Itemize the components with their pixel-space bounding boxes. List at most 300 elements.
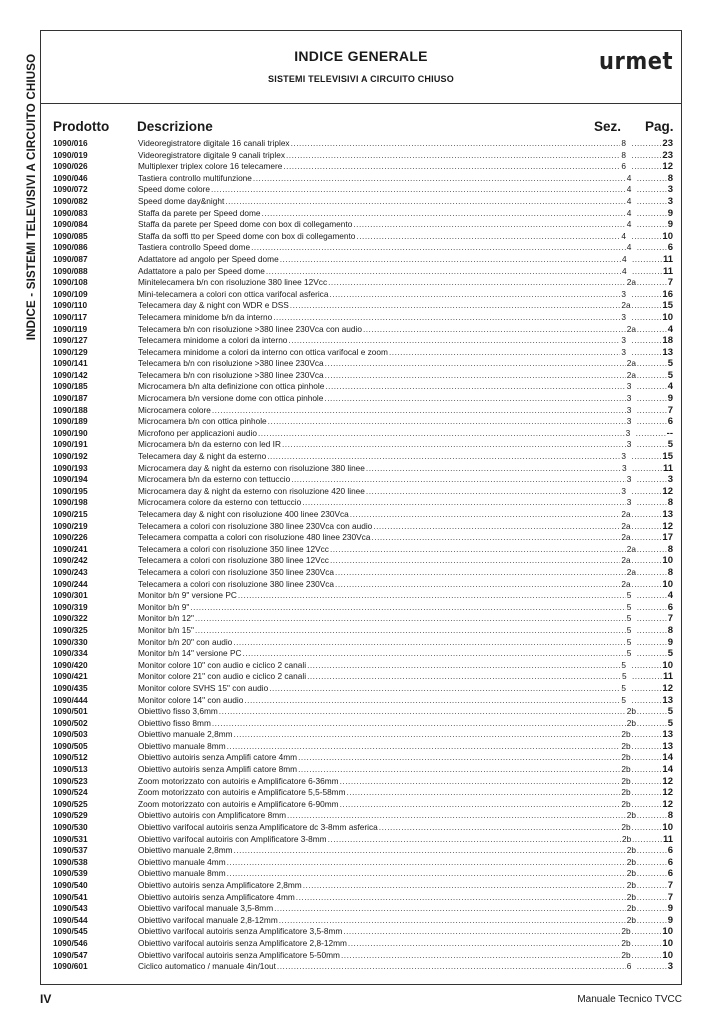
section-number: 2b xyxy=(621,787,631,798)
section-number: 3 xyxy=(621,311,627,322)
section-number: 5 xyxy=(626,636,632,647)
section-number: 2b xyxy=(621,798,631,809)
product-description: Obiettivo manuale 2,8mm xyxy=(138,845,233,856)
dot-leader xyxy=(286,150,620,162)
product-code: 1090/530 xyxy=(53,822,88,833)
section-number: 4 xyxy=(621,230,627,241)
row-leader xyxy=(138,834,673,846)
section-number: 4 xyxy=(621,265,627,276)
index-row xyxy=(53,335,673,347)
row-leader xyxy=(138,463,673,475)
page-number-ref: 10 xyxy=(662,926,673,938)
section-number: 2a xyxy=(626,369,636,380)
row-leader xyxy=(138,950,673,962)
index-row xyxy=(53,370,673,382)
index-row xyxy=(53,219,673,231)
section-number: 8 xyxy=(621,138,627,148)
row-leader xyxy=(138,660,673,672)
product-description: Zoom motorizzato con autoiris e Amplificatore 6-90mm xyxy=(138,798,339,809)
index-row xyxy=(53,242,673,254)
dot-leader xyxy=(637,613,667,625)
product-code: 1090/016 xyxy=(53,138,88,148)
index-row xyxy=(53,660,673,672)
page-number-ref: 13 xyxy=(662,694,673,706)
row-leader xyxy=(138,474,673,486)
dot-leader xyxy=(637,903,667,915)
row-leader xyxy=(138,915,673,927)
dot-leader xyxy=(251,242,626,254)
dot-leader xyxy=(219,706,626,718)
row-leader xyxy=(138,613,673,625)
product-code: 1090/544 xyxy=(53,914,88,925)
product-description: Microcamera b/n alta definizione con ottica pinhole xyxy=(138,381,325,392)
section-number: 4 xyxy=(626,184,632,195)
dot-leader xyxy=(637,381,667,393)
section-number: 3 xyxy=(626,381,632,392)
index-row xyxy=(53,799,673,811)
page-number-ref: 11 xyxy=(662,671,673,683)
page-number-ref: -- xyxy=(666,427,673,439)
dot-leader xyxy=(637,416,667,428)
section-number: 2a xyxy=(626,277,636,288)
index-row xyxy=(53,787,673,799)
index-row xyxy=(53,741,673,753)
dot-leader xyxy=(631,926,661,938)
product-description: Monitor b/n 15" xyxy=(138,624,194,635)
row-leader xyxy=(138,381,673,393)
page-number-ref: 5 xyxy=(667,358,673,370)
row-leader xyxy=(138,567,673,579)
section-number: 5 xyxy=(626,613,632,624)
dot-leader xyxy=(298,764,620,776)
dot-leader xyxy=(637,857,667,869)
dot-leader xyxy=(637,196,667,208)
product-description: Monitor b/n 9" xyxy=(138,601,190,612)
section-number: 3 xyxy=(626,474,632,485)
index-row xyxy=(53,868,673,880)
product-description: Obiettivo varifocal autoiris senza Amplificatore dc 3-8mm asferica xyxy=(138,822,378,833)
dot-leader xyxy=(637,324,667,336)
page-number-ref: 13 xyxy=(662,346,673,358)
page-number-ref: 8 xyxy=(667,543,673,555)
product-description: Obiettivo fisso 3,6mm xyxy=(138,706,218,717)
product-description: Speed dome colore xyxy=(138,184,210,195)
page-number-ref: 14 xyxy=(662,752,673,764)
product-description: Telecamera a colori con risoluzione 350 linee 12Vcc xyxy=(138,543,329,554)
product-code: 1090/539 xyxy=(53,868,88,879)
index-row xyxy=(53,625,673,637)
dot-leader xyxy=(371,532,620,544)
row-leader xyxy=(138,439,673,451)
dot-leader xyxy=(234,729,621,741)
dot-leader xyxy=(637,880,667,892)
index-row xyxy=(53,300,673,312)
page-number-ref: 10 xyxy=(662,659,673,671)
dot-leader xyxy=(291,138,621,150)
dot-leader xyxy=(631,347,661,359)
product-code: 1090/325 xyxy=(53,624,88,635)
index-row xyxy=(53,509,673,521)
row-leader xyxy=(138,544,673,556)
section-number: 2a xyxy=(626,358,636,369)
row-leader xyxy=(138,219,673,231)
dot-leader xyxy=(253,173,626,185)
dot-leader xyxy=(631,532,661,544)
index-row xyxy=(53,277,673,289)
page-number-ref: 11 xyxy=(662,265,673,277)
page-number-ref: 10 xyxy=(662,555,673,567)
dot-leader xyxy=(631,752,661,764)
dot-leader xyxy=(632,671,662,683)
dot-leader xyxy=(637,637,667,649)
section-number: 5 xyxy=(621,682,627,693)
index-row xyxy=(53,347,673,359)
product-code: 1090/082 xyxy=(53,195,88,206)
dot-leader xyxy=(637,648,667,660)
page-number-ref: 17 xyxy=(662,532,673,544)
row-leader xyxy=(138,590,673,602)
index-row xyxy=(53,208,673,220)
product-description: Monitor colore 14" con audio xyxy=(138,694,244,705)
row-leader xyxy=(138,358,673,370)
product-description: Staffa da soffi tto per Speed dome con box di collegamento xyxy=(138,230,356,241)
product-code: 1090/193 xyxy=(53,462,88,473)
index-row xyxy=(53,671,673,683)
row-leader xyxy=(138,277,673,289)
row-leader xyxy=(138,706,673,718)
index-row xyxy=(53,718,673,730)
manual-name: Manuale Tecnico TVCC xyxy=(577,994,682,1005)
section-number: 2b xyxy=(621,833,632,844)
page-number-ref: 4 xyxy=(667,323,673,335)
dot-leader xyxy=(631,300,661,312)
dot-leader xyxy=(379,822,621,834)
product-code: 1090/601 xyxy=(53,961,88,972)
product-code: 1090/108 xyxy=(53,277,88,288)
product-description: Telecamera a colori con risoluzione 380 linee 230Vca con audio xyxy=(138,520,373,531)
row-leader xyxy=(138,451,673,463)
section-number: 2b xyxy=(626,856,636,867)
product-description: Microcamera colore da esterno con tettuccio xyxy=(138,497,302,508)
dot-leader xyxy=(277,961,626,973)
product-code: 1090/109 xyxy=(53,288,88,299)
dot-leader xyxy=(329,289,620,301)
product-code: 1090/242 xyxy=(53,555,88,566)
dot-leader xyxy=(335,567,626,579)
product-description: Monitor colore 10" con audio e ciclico 2 canali xyxy=(138,659,307,670)
dot-leader xyxy=(631,231,661,243)
index-row xyxy=(53,880,673,892)
row-leader xyxy=(138,150,673,162)
dot-leader xyxy=(637,405,667,417)
page-number-ref: 5 xyxy=(667,717,673,729)
page-number-ref: 7 xyxy=(667,613,673,625)
row-leader xyxy=(138,509,673,521)
index-row xyxy=(53,892,673,904)
row-leader xyxy=(138,555,673,567)
product-code: 1090/194 xyxy=(53,474,88,485)
dot-leader xyxy=(637,184,667,196)
product-code: 1090/444 xyxy=(53,694,88,705)
row-leader xyxy=(138,254,673,266)
product-description: Obiettivo manuale 8mm xyxy=(138,868,226,879)
section-number: 2a xyxy=(621,555,631,566)
page-number-ref: 9 xyxy=(667,393,673,405)
row-leader xyxy=(138,752,673,764)
page-number: IV xyxy=(40,992,52,1006)
product-description: Obiettivo autoiris senza Amplifi catore 8mm xyxy=(138,764,298,775)
index-row xyxy=(53,312,673,324)
product-description: Obiettivo autoiris senza Amplifi catore 4mm xyxy=(138,752,298,763)
product-code: 1090/241 xyxy=(53,543,88,554)
row-leader xyxy=(138,892,673,904)
page-number-ref: 3 xyxy=(667,184,673,196)
row-leader xyxy=(138,184,673,196)
page-number-ref: 8 xyxy=(667,624,673,636)
section-number: 8 xyxy=(621,149,627,160)
page-number-ref: 6 xyxy=(667,416,673,428)
index-row xyxy=(53,602,673,614)
dot-leader xyxy=(637,625,667,637)
product-description: Microcamera b/n da esterno con tettuccio xyxy=(138,474,291,485)
dot-leader xyxy=(631,799,661,811)
section-number: 3 xyxy=(626,497,632,508)
product-code: 1090/529 xyxy=(53,810,88,821)
dot-leader xyxy=(258,428,625,440)
page-number-ref: 6 xyxy=(667,601,673,613)
dot-leader xyxy=(366,486,621,498)
product-description: Zoom motorizzato con autoiris e Amplificatore 5,5-58mm xyxy=(138,787,346,798)
dot-leader xyxy=(211,184,626,196)
index-row xyxy=(53,729,673,741)
index-row xyxy=(53,486,673,498)
section-number: 2a xyxy=(621,509,631,519)
product-code: 1090/084 xyxy=(53,219,88,230)
product-description: Adattatore ad angolo per Speed dome xyxy=(138,253,279,264)
dot-leader xyxy=(631,729,661,741)
row-leader xyxy=(138,671,673,683)
page-number-ref: 18 xyxy=(662,335,673,347)
dot-leader xyxy=(266,266,621,278)
product-description: Telecamera minidome b/n da interno xyxy=(138,311,273,322)
row-leader xyxy=(138,173,673,185)
section-number: 2b xyxy=(626,717,636,728)
dot-leader xyxy=(631,289,661,301)
dot-leader xyxy=(631,312,661,324)
product-code: 1090/531 xyxy=(53,833,88,844)
dot-leader xyxy=(637,173,667,185)
page-number-ref: 8 xyxy=(667,810,673,822)
product-code: 1090/117 xyxy=(53,311,88,322)
page-number-ref: 8 xyxy=(667,566,673,578)
row-leader xyxy=(138,497,673,509)
product-description: Telecamera a colori con risoluzione 350 linee 230Vca xyxy=(138,566,335,577)
row-leader xyxy=(138,787,673,799)
page-number-ref: 13 xyxy=(662,740,673,752)
product-code: 1090/512 xyxy=(53,752,88,763)
product-code: 1090/547 xyxy=(53,949,88,960)
product-description: Telecamera day & night con risoluzione 400 linee 230Vca xyxy=(138,509,349,519)
section-number: 2b xyxy=(621,926,631,937)
dot-leader xyxy=(631,822,661,834)
dot-leader xyxy=(280,254,621,266)
product-description: Telecamera day & night da esterno xyxy=(138,451,267,462)
section-number: 3 xyxy=(621,335,627,346)
page-number-ref: 11 xyxy=(662,462,673,474)
dot-leader xyxy=(302,497,625,509)
dot-leader xyxy=(212,405,626,417)
row-leader xyxy=(138,822,673,834)
page-number-ref: 10 xyxy=(662,949,673,961)
product-description: Monitor b/n 20" con audio xyxy=(138,636,233,647)
section-number: 2b xyxy=(626,880,636,890)
row-leader xyxy=(138,405,673,417)
page-number-ref: 10 xyxy=(662,937,673,949)
product-description: Telecamera b/n con risoluzione >380 linee 230Vca xyxy=(138,358,324,369)
product-description: Staffa da parete per Speed dome con box di collegamento xyxy=(138,219,353,230)
product-code: 1090/019 xyxy=(53,149,88,160)
row-leader xyxy=(138,729,673,741)
dot-leader xyxy=(287,810,626,822)
index-row xyxy=(53,393,673,405)
section-number: 2a xyxy=(626,566,636,577)
product-description: Telecamera a colori con risoluzione 380 linee 230Vca xyxy=(138,578,335,589)
dot-leader xyxy=(632,254,662,266)
page-number-ref: 9 xyxy=(667,219,673,231)
product-description: Monitor colore SVHS 15" con audio xyxy=(138,682,269,693)
page-number-ref: 12 xyxy=(662,485,673,497)
dot-leader xyxy=(341,950,620,962)
index-row xyxy=(53,138,673,150)
row-leader xyxy=(138,961,673,973)
dot-leader xyxy=(637,439,667,451)
product-description: Telecamera minidome a colori da interno con ottica varifocal e zoom xyxy=(138,346,388,357)
product-description: Mini-telecamera a colori con ottica varifocal asferica xyxy=(138,288,329,299)
row-leader xyxy=(138,625,673,637)
section-number: 2b xyxy=(621,764,631,775)
column-header-page: Pag. xyxy=(645,119,674,134)
page-number-ref: 23 xyxy=(662,138,673,149)
product-description: Obiettivo manuale 2,8mm xyxy=(138,729,233,740)
product-description: Obiettivo varifocal autoiris senza Amplificatore 3,5-8mm xyxy=(138,926,343,937)
section-number: 2b xyxy=(621,729,631,740)
urmet-logo: urmet xyxy=(599,47,673,75)
column-header-section: Sez. xyxy=(594,119,622,134)
row-leader xyxy=(138,938,673,950)
product-description: Obiettivo autoiris senza Amplificatore 4mm xyxy=(138,891,295,902)
index-row xyxy=(53,834,673,846)
row-leader xyxy=(138,695,673,707)
product-code: 1090/538 xyxy=(53,856,88,867)
dot-leader xyxy=(631,683,661,695)
index-row xyxy=(53,776,673,788)
index-row xyxy=(53,613,673,625)
index-row xyxy=(53,381,673,393)
product-description: Obiettivo varifocal autoiris senza Amplificatore 5-50mm xyxy=(138,949,340,960)
page-number-ref: 3 xyxy=(667,195,673,207)
dot-leader xyxy=(195,613,626,625)
index-row xyxy=(53,463,673,475)
dot-leader xyxy=(637,602,667,614)
page-number-ref: 15 xyxy=(662,451,673,463)
product-code: 1090/119 xyxy=(53,323,88,334)
dot-leader xyxy=(325,370,626,382)
row-leader xyxy=(138,903,673,915)
product-code: 1090/195 xyxy=(53,485,88,496)
product-code: 1090/192 xyxy=(53,451,88,462)
section-number: 3 xyxy=(626,416,632,427)
row-leader xyxy=(138,926,673,938)
dot-leader xyxy=(325,381,625,393)
page-number-ref: 9 xyxy=(667,207,673,219)
product-description: Obiettivo varifocal autoiris senza Amplificatore 2,8-12mm xyxy=(138,937,347,948)
dot-leader xyxy=(279,915,626,927)
product-code: 1090/541 xyxy=(53,891,88,902)
product-code: 1090/523 xyxy=(53,775,88,786)
product-code: 1090/545 xyxy=(53,926,88,937)
dot-leader xyxy=(335,579,620,591)
product-description: Monitor b/n 9" versione PC xyxy=(138,590,237,601)
section-number: 4 xyxy=(626,242,632,253)
dot-leader xyxy=(637,208,667,220)
product-code: 1090/129 xyxy=(53,346,88,357)
dot-leader xyxy=(637,544,667,556)
page-number-ref: 7 xyxy=(667,891,673,903)
index-row xyxy=(53,544,673,556)
dot-leader xyxy=(637,706,667,718)
section-number: 2b xyxy=(626,868,636,879)
product-code: 1090/243 xyxy=(53,566,88,577)
product-description: Minitelecamera b/n con risoluzione 380 linee 12Vcc xyxy=(138,277,328,288)
dot-leader xyxy=(227,868,626,880)
product-description: Microcamera day & night da esterno con risoluzione 380 linee xyxy=(138,462,365,473)
row-leader xyxy=(138,857,673,869)
page-number-ref: 3 xyxy=(667,474,673,486)
page-number-ref: 6 xyxy=(667,856,673,868)
row-leader xyxy=(138,579,673,591)
page-number-ref: 6 xyxy=(667,868,673,880)
dot-leader xyxy=(244,695,620,707)
product-code: 1090/543 xyxy=(53,903,88,914)
page-frame xyxy=(40,30,682,985)
product-description: Microcamera b/n con ottica pinhole xyxy=(138,416,267,427)
page-number-ref: 5 xyxy=(667,369,673,381)
page-number-ref: 5 xyxy=(667,706,673,718)
section-number: 2b xyxy=(626,706,636,717)
dot-leader xyxy=(238,590,626,602)
section-number: 2b xyxy=(621,937,631,948)
section-number: 2b xyxy=(621,949,631,960)
dot-leader xyxy=(234,845,626,857)
index-row xyxy=(53,567,673,579)
dot-leader xyxy=(212,718,626,730)
section-number: 2a xyxy=(621,300,631,311)
dot-leader xyxy=(233,637,625,649)
product-code: 1090/435 xyxy=(53,682,88,693)
dot-leader xyxy=(307,671,621,683)
row-leader xyxy=(138,324,673,336)
page-header xyxy=(41,31,681,104)
product-code: 1090/226 xyxy=(53,532,88,543)
dot-leader xyxy=(328,277,626,289)
row-leader xyxy=(138,776,673,788)
dot-leader xyxy=(262,208,626,220)
index-row xyxy=(53,590,673,602)
dot-leader xyxy=(350,509,621,521)
index-row xyxy=(53,532,673,544)
dot-leader xyxy=(631,660,661,672)
dot-leader xyxy=(631,938,661,950)
